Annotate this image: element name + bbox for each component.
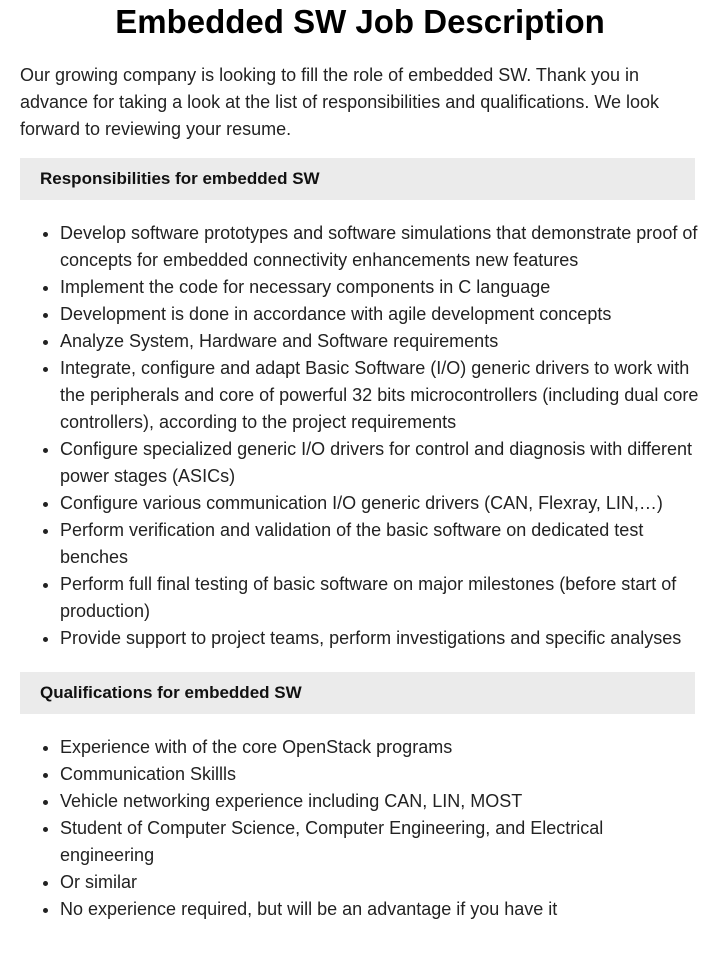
list-item: • Integrate, configure and adapt Basic Software (I/O) generic drivers to work with the peripherals and core of powerful 32 bits microcontrollers (including dual core controllers), according to the project requirements [60,355,700,436]
list-item: • Analyze System, Hardware and Software requirements [60,328,700,355]
list-item: • Configure various communication I/O generic drivers (CAN, Flexray, LIN,…) [60,490,700,517]
list-item: • Or similar [60,869,700,896]
list-item: • Implement the code for necessary components in C language [60,274,700,301]
list-item: • Perform full final testing of basic software on major milestones (before start of production) [60,571,700,625]
qualifications-heading: Qualifications for embedded SW [20,672,695,714]
list-item: • Develop software prototypes and software simulations that demonstrate proof of concepts for embedded connectivity enhancements new features [60,220,700,274]
list-item: • Perform verification and validation of the basic software on dedicated test benches [60,517,700,571]
intro-paragraph: Our growing company is looking to fill the role of embedded SW. Thank you in advance for taking a look at the list of responsibilities and qualifications. We look forward to reviewing your resume. [20,65,660,139]
list-item: • Experience with of the core OpenStack programs [60,734,700,761]
page-title: Embedded SW Job Description [115,3,605,40]
list-item: • Student of Computer Science, Computer Engineering, and Electrical engineering [60,815,700,869]
responsibilities-heading: Responsibilities for embedded SW [20,158,695,200]
list-item: • Configure specialized generic I/O drivers for control and diagnosis with different power stages (ASICs) [60,436,700,490]
list-item: • Vehicle networking experience including CAN, LIN, MOST [60,788,700,815]
list-item: • Development is done in accordance with agile development concepts [60,301,700,328]
list-item: • Communication Skillls [60,761,700,788]
list-item: • No experience required, but will be an advantage if you have it [60,896,700,923]
responsibilities-list [0,220,700,652]
qualifications-list [0,734,700,923]
list-item: • Provide support to project teams, perform investigations and specific analyses [60,625,700,652]
